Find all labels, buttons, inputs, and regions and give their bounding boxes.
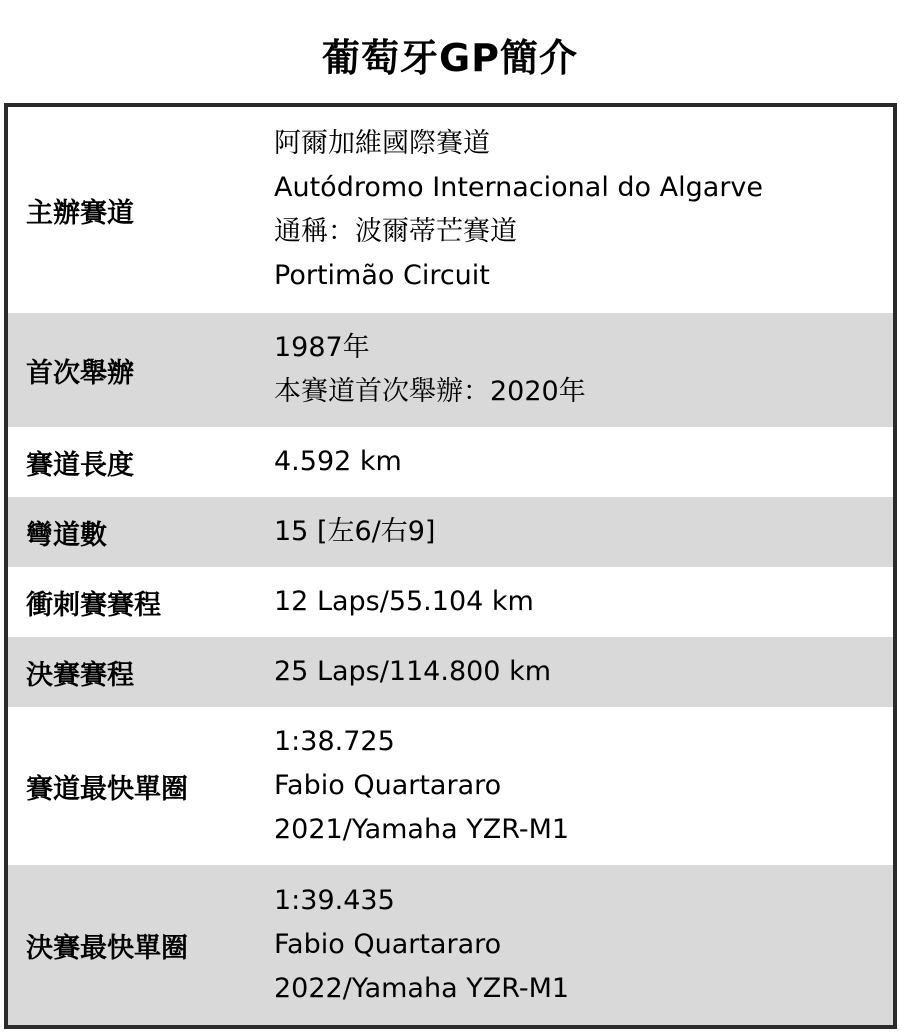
- value-line: 阿爾加維國際賽道: [274, 128, 490, 159]
- table-row: [8, 427, 893, 497]
- value-line: 2021/Yamaha YZR-M1: [274, 814, 570, 845]
- row-value: [260, 637, 893, 707]
- row-label: 主辦賽道: [26, 197, 134, 229]
- row-label: 彎道數: [26, 519, 107, 551]
- row-label: 決賽最快單圈: [26, 932, 188, 964]
- table-row: [8, 107, 893, 313]
- table-row: [8, 313, 893, 427]
- value-line: 通稱：波爾蒂芒賽道: [274, 216, 517, 247]
- row-value: [260, 107, 893, 313]
- value-line: 25 Laps/114.800 km: [274, 656, 552, 687]
- row-label: 首次舉辦: [26, 357, 134, 389]
- info-table: [4, 103, 897, 1029]
- row-value: [260, 707, 893, 865]
- table-row: [8, 567, 893, 637]
- row-value: [260, 313, 893, 427]
- row-label: 賽道最快單圈: [26, 773, 188, 805]
- row-value: [260, 567, 893, 637]
- value-line: Autódromo Internacional do Algarve: [274, 172, 764, 203]
- table-row: [8, 637, 893, 707]
- value-line: 12 Laps/55.104 km: [274, 586, 534, 617]
- value-line: Portimão Circuit: [274, 260, 490, 291]
- row-value: [260, 497, 893, 567]
- value-line: 4.592 km: [274, 446, 402, 477]
- value-line: 1:39.435: [274, 885, 395, 916]
- value-line: 15 [左6/右9]: [274, 516, 436, 547]
- value-line: 本賽道首次舉辦：2020年: [274, 376, 586, 407]
- row-label: 決賽賽程: [26, 659, 134, 691]
- value-line: Fabio Quartararo: [274, 929, 502, 960]
- row-value: [260, 427, 893, 497]
- value-line: 1987年: [274, 332, 370, 363]
- value-line: 2022/Yamaha YZR-M1: [274, 973, 570, 1004]
- page-title: 葡萄牙GP簡介: [321, 36, 579, 80]
- row-label: 衝刺賽賽程: [26, 589, 161, 621]
- value-line: Fabio Quartararo: [274, 770, 502, 801]
- table-row: [8, 865, 893, 1025]
- value-line: 1:38.725: [274, 726, 395, 757]
- row-value: [260, 865, 893, 1025]
- row-label: 賽道長度: [26, 449, 134, 481]
- table-row: [8, 497, 893, 567]
- table-row: [8, 707, 893, 865]
